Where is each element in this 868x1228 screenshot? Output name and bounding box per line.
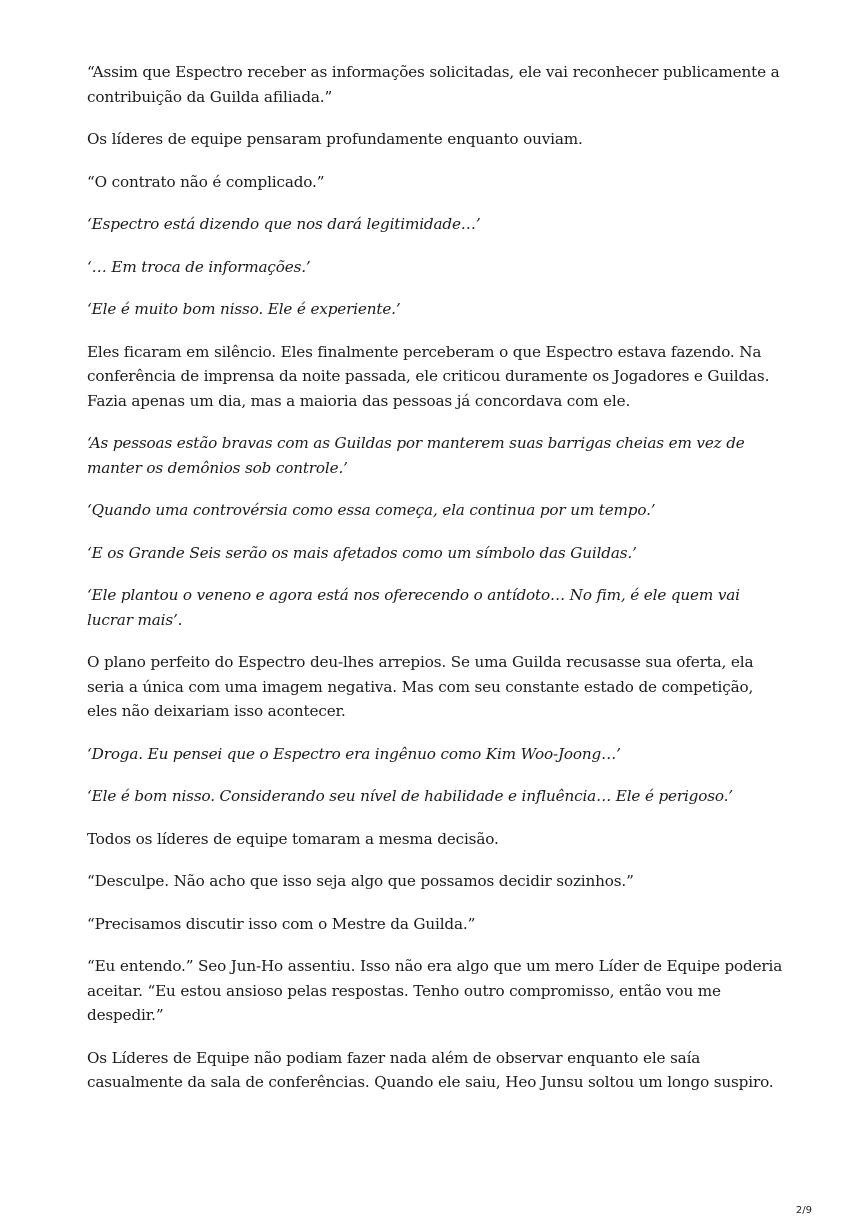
thought-paragraph: ‘E os Grande Seis serão os mais afetados como um símbolo das Guildas.’ — [87, 543, 637, 562]
document-body — [87, 60, 787, 1113]
paragraph: “O contrato não é complicado.” — [87, 172, 325, 191]
thought-paragraph: ‘As pessoas estão bravas com as Guildas por manterem suas barrigas cheias em vez de manter os demônios sob controle.’ — [87, 434, 745, 477]
thought-paragraph: ‘… Em troca de informações.’ — [87, 257, 311, 276]
thought-paragraph: ‘Quando uma controvérsia como essa começa, ela continua por um tempo.’ — [87, 501, 656, 519]
paragraph: “Eu entendo.” Seo Jun-Ho assentiu. Isso não era algo que um mero Líder de Equipe poderia aceitar. “Eu estou ansioso pelas respostas. Tenho outro compromisso, então vou me despedir.” — [87, 957, 783, 1024]
paragraph: Os líderes de equipe pensaram profundamente enquanto ouviam. — [87, 130, 583, 148]
paragraph: Eles ficaram em silêncio. Eles finalmente perceberam o que Espectro estava fazendo. Na conferência de imprensa da noite passada, ele criticou duramente os Jogadores e Guildas. Fazia apenas um dia, mas a maioria das pessoas já concordava com ele. — [87, 342, 770, 410]
thought-paragraph: ‘Droga. Eu pensei que o Espectro era ingênuo como Kim Woo-Joong…’ — [87, 744, 621, 763]
thought-paragraph: ‘Ele é bom nisso. Considerando seu nível de habilidade e influência… Ele é perigoso.’ — [87, 787, 733, 805]
thought-paragraph: ‘Espectro está dizendo que nos dará legitimidade…’ — [87, 215, 481, 233]
page-number: 2/9 — [795, 1205, 812, 1216]
paragraph: Todos os líderes de equipe tomaram a mesma decisão. — [87, 829, 499, 848]
paragraph: “Precisamos discutir isso com o Mestre da Guilda.” — [87, 914, 476, 933]
paragraph: “Desculpe. Não acho que isso seja algo que possamos decidir sozinhos.” — [87, 872, 634, 890]
thought-paragraph: ‘Ele é muito bom nisso. Ele é experiente.’ — [87, 300, 401, 318]
thought-paragraph: ‘Ele plantou o veneno e agora está nos oferecendo o antídoto… No fim, é ele quem vai lucrar mais’. — [87, 586, 740, 629]
paragraph: Os Líderes de Equipe não podiam fazer nada além de observar enquanto ele saía casualmente da sala de conferências. Quando ele saiu, Heo Junsu soltou um longo suspiro. — [87, 1048, 774, 1091]
paragraph: O plano perfeito do Espectro deu-lhes arrepios. Se uma Guilda recusasse sua oferta, ela seria a única com uma imagem negativa. Mas com seu constante estado de competição, eles não deixariam isso acontecer. — [87, 653, 754, 720]
paragraph: “Assim que Espectro receber as informações solicitadas, ele vai reconhecer publicamente a contribuição da Guilda afiliada.” — [87, 63, 780, 106]
